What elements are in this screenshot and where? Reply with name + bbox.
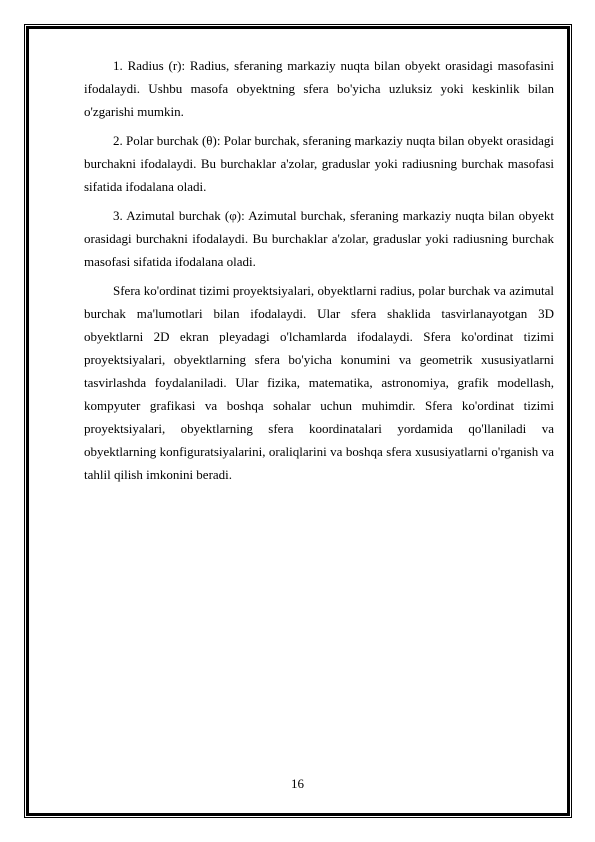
page-number: 16 — [291, 776, 304, 791]
document-body — [84, 54, 554, 492]
paragraph-summary: Sfera ko'ordinat tizimi proyektsiyalari, obyektlarni radius, polar burchak va azimutal burchak ma'lumotlari bilan ifodalaydi. Ular sfera shaklida tasvirlanayotgan 3D obyektlarni 2D ekran pleyadagi o'lchamlarda ifodalaydi. Sfera ko'ordinat tizimi proyektsiyalari, obyektlarning sfera bo'yicha konumini va geometrik xususiyatlarni tasvirlashda foydalaniladi. Ular fizika, matematika, astronomiya, grafik modellash, kompyuter grafikasi va boshqa sohalar uchun muhimdir. Sfera ko'ordinat tizimi proyektsiyalari, obyektlarning sfera koordinatalari yordamida qo'llaniladi va obyektlarning konfiguratsiyalarini, oraliqlarini va boshqa sfera xususiyatlarni o'rganish va tahlil qilish imkonini beradi. — [84, 283, 554, 482]
paragraph-polar-angle: 2. Polar burchak (θ): Polar burchak, sferaning markaziy nuqta bilan obyekt orasidagi burchakni ifodalaydi. Bu burchaklar a'zolar, graduslar yoki radiusning burchak masofasi sifatida ifodalana oladi. — [84, 133, 554, 194]
paragraph-azimuthal-angle: 3. Azimutal burchak (φ): Azimutal burchak, sferaning markaziy nuqta bilan obyekt orasidagi burchakni ifodalaydi. Bu burchaklar a'zolar, graduslar yoki radiusning burchak masofasi sifatida ifodalana oladi. — [84, 208, 554, 269]
paragraph-radius: 1. Radius (r): Radius, sferaning markaziy nuqta bilan obyekt orasidagi masofasini ifodalaydi. Ushbu masofa obyektning sfera bo'yicha uzluksiz yoki keskinlik bilan o'zgarishi mumkin. — [84, 58, 554, 119]
